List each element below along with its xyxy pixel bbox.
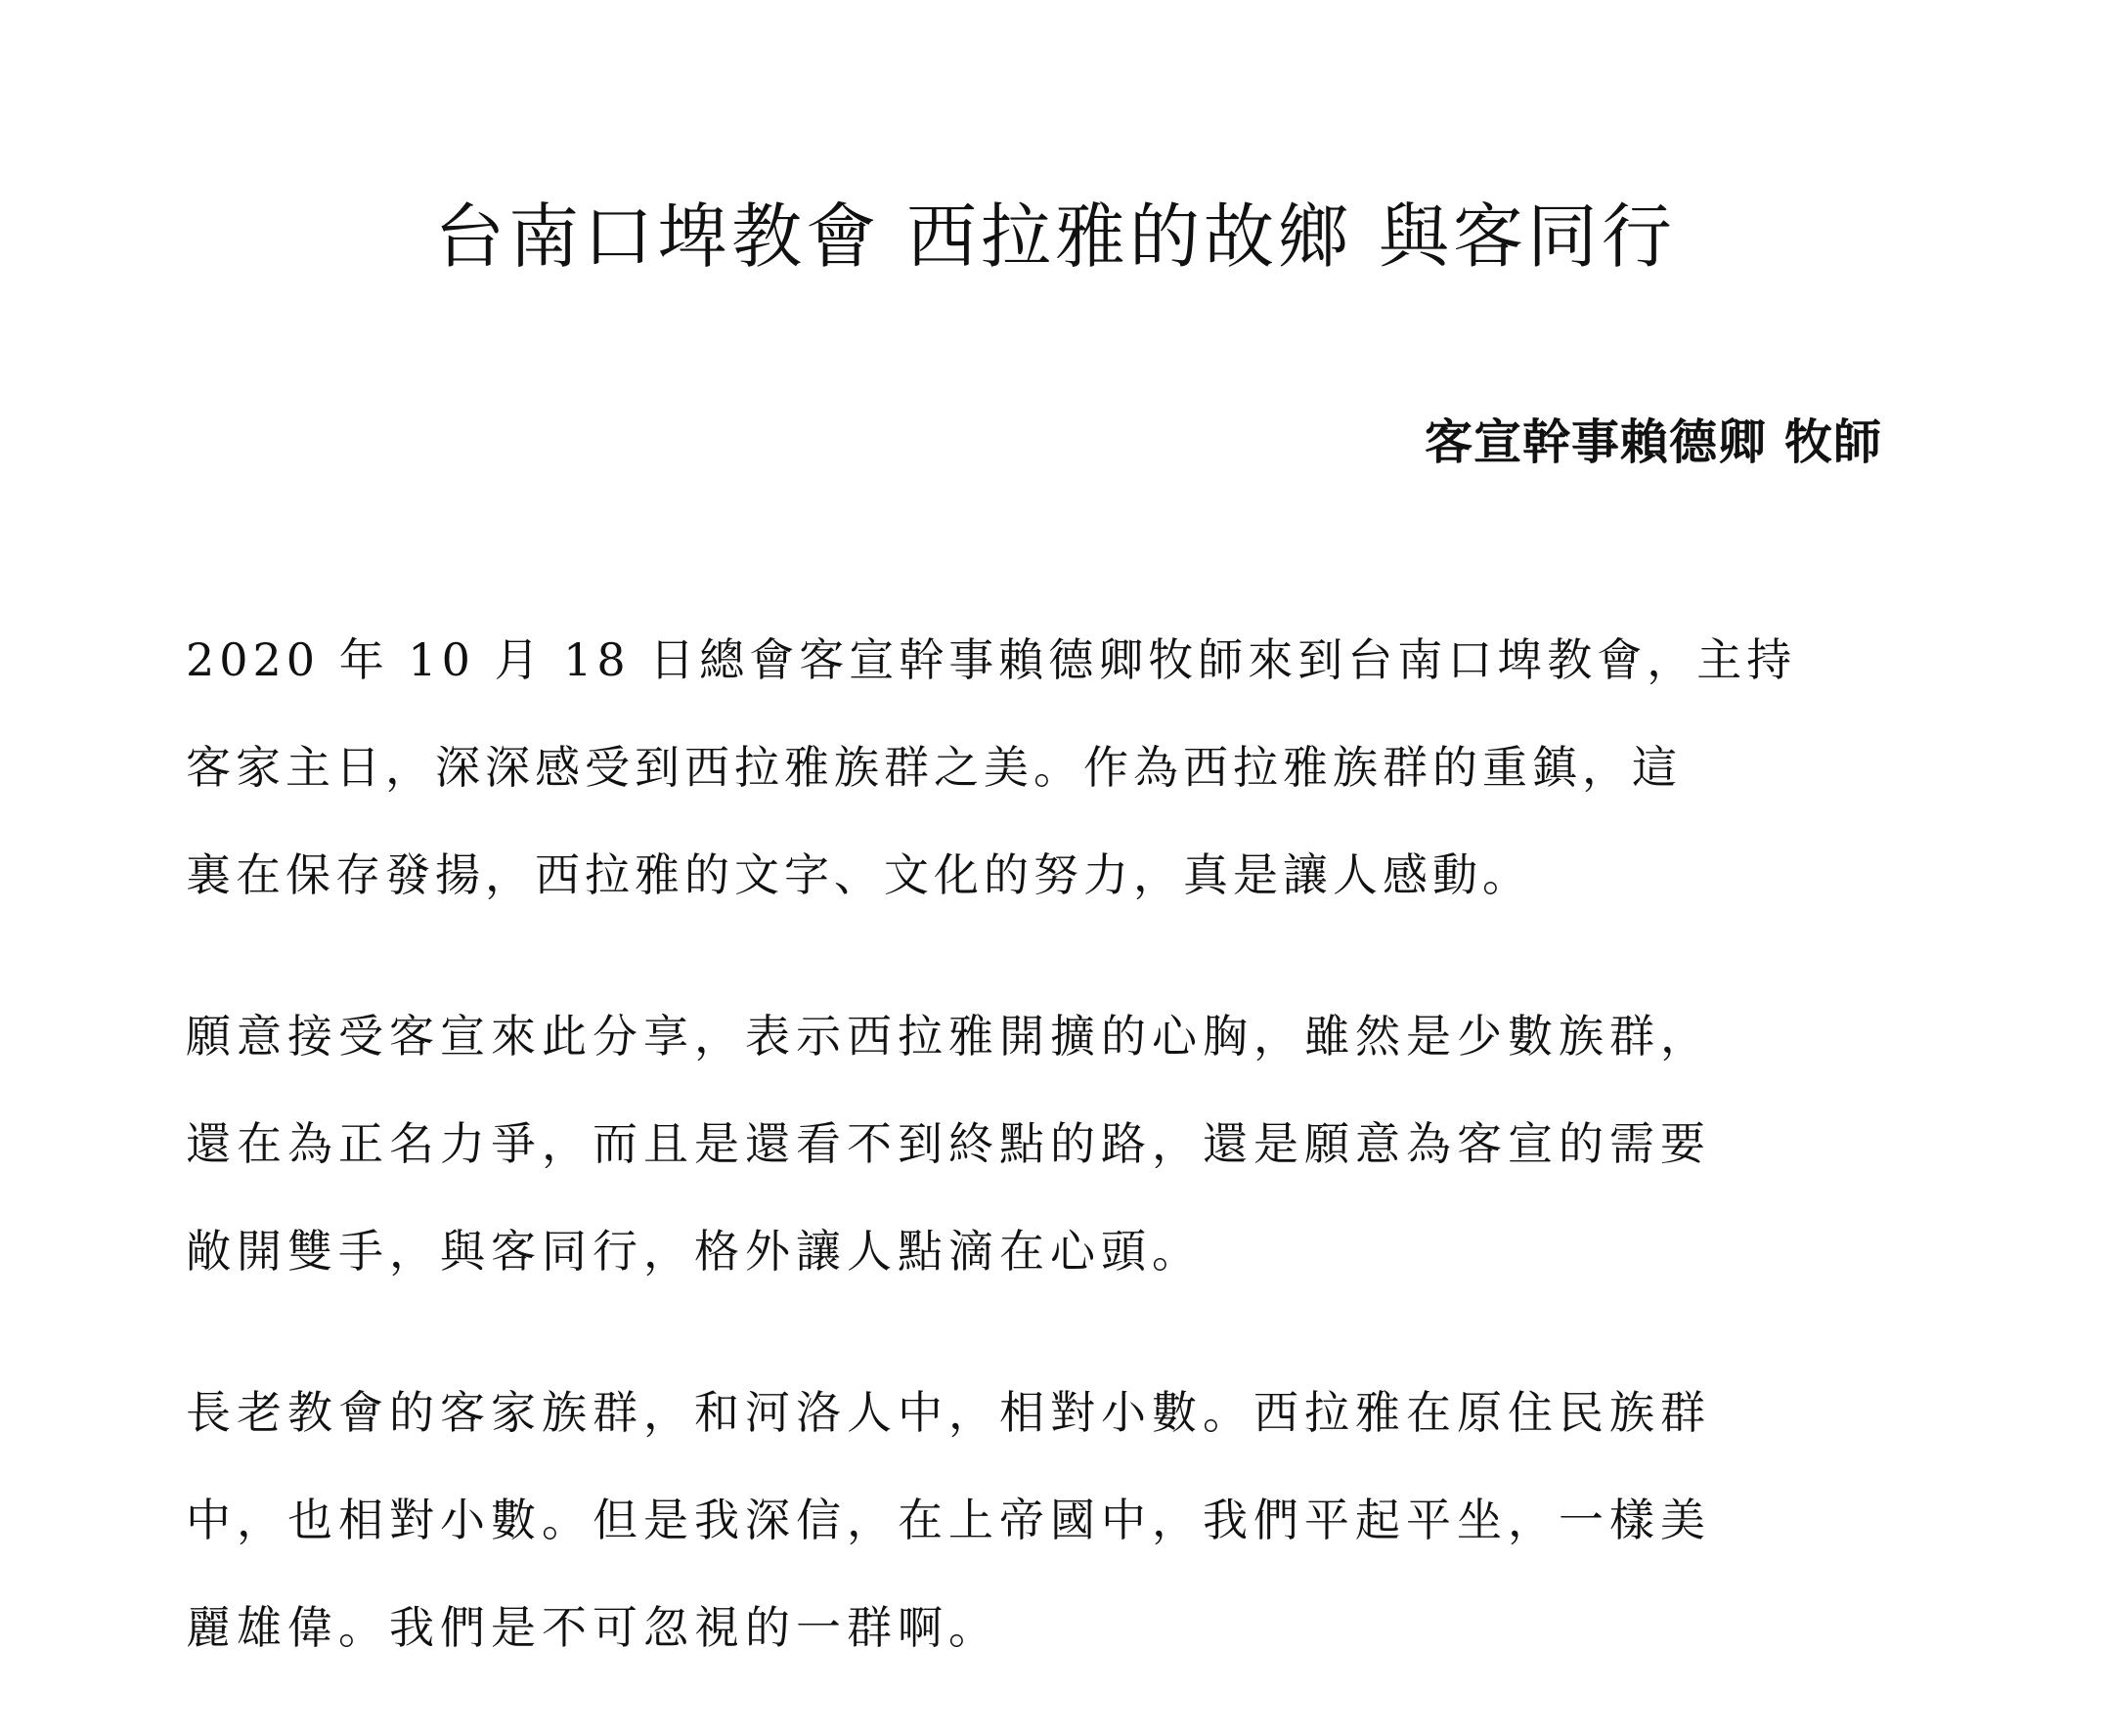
paragraph-line: 敞開雙手，與客同行，格外讓人點滴在心頭。: [186, 1225, 1203, 1278]
paragraph-3: [186, 1359, 1868, 1681]
paragraph-line: 長老教會的客家族群，和河洛人中，相對小數。西拉雅在原住民族群: [186, 1386, 1711, 1439]
paragraph-line: 願意接受客宣來此分享，表示西拉雅開擴的心胸，雖然是少數族群，: [186, 1010, 1711, 1063]
paragraph-line: 中，也相對小數。但是我深信，在上帝國中，我們平起平坐，一樣美: [186, 1494, 1711, 1546]
paragraph-line: 裏在保存發揚，西拉雅的文字、文化的努力，真是讓人感動。: [186, 848, 1532, 901]
document-body: [186, 606, 1868, 1735]
paragraph-line: 2020 年 10 月 18 日總會客宣幹事賴德卿牧師來到台南口埤教會，主持: [186, 633, 1797, 686]
paragraph-line: 麗雄偉。我們是不可忽視的一群啊。: [186, 1601, 999, 1654]
paragraph-1: [186, 606, 1868, 929]
paragraph-line: 客家主日，深深感受到西拉雅族群之美。作為西拉雅族群的重鎮，這: [186, 741, 1682, 794]
author-line: 客宣幹事賴德卿 牧師: [1424, 414, 1882, 470]
paragraph-2: [186, 982, 1868, 1305]
document-title: 台南口埤教會 西拉雅的故鄉 與客同行: [434, 195, 1676, 278]
paragraph-line: 還在為正名力爭，而且是還看不到終點的路，還是願意為客宣的需要: [186, 1117, 1711, 1170]
